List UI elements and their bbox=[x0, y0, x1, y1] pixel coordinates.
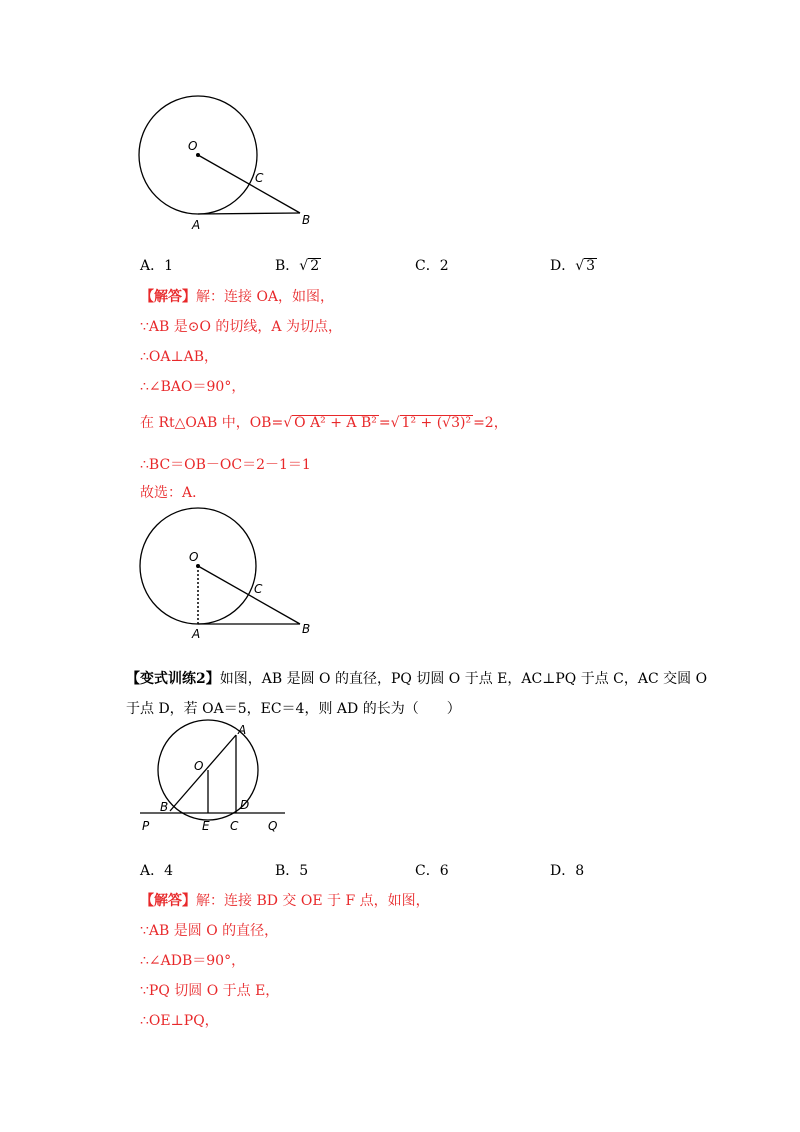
solution1-line6: ∴BC＝OB－OC＝2－1＝1 bbox=[140, 457, 311, 473]
label-b: B bbox=[302, 213, 311, 227]
solution1-line4: ∴∠BAO＝90°， bbox=[140, 379, 246, 395]
problem2-line1: 【变式训练2】如图，AB 是圆 O 的直径，PQ 切圆 O 于点 E，AC⊥PQ 于点 C，AC 交圆 O bbox=[126, 671, 708, 687]
option-a: A．4 bbox=[140, 863, 174, 879]
solution2-line4: ∵PQ 切圆 O 于点 E， bbox=[140, 983, 280, 999]
solution1-line7: 故选：A． bbox=[140, 485, 207, 501]
label-a: A bbox=[238, 723, 247, 737]
option-d: D．√ 3 bbox=[550, 258, 596, 274]
figure-circle-diameter bbox=[130, 715, 300, 840]
label-o: O bbox=[188, 139, 198, 153]
option-a: A．1 bbox=[140, 258, 174, 274]
figure-circle-tangent-2 bbox=[130, 500, 330, 645]
label-q: Q bbox=[268, 819, 278, 833]
solution2-line1: 【解答】解：连接 BD 交 OE 于 F 点，如图， bbox=[140, 893, 430, 909]
solution2-line2: ∵AB 是圆 O 的直径， bbox=[140, 923, 279, 939]
option-d: D．8 bbox=[550, 863, 585, 879]
solution1-line3: ∴OA⊥AB， bbox=[140, 349, 219, 365]
label-b: B bbox=[160, 800, 169, 814]
label-p: P bbox=[142, 819, 150, 833]
label-o: O bbox=[189, 550, 199, 564]
problem2-line2: 于点 D，若 OA＝5，EC＝4，则 AD 的长为（ ） bbox=[126, 701, 461, 717]
option-b: B．5 bbox=[275, 863, 309, 879]
option-c: C．2 bbox=[415, 258, 449, 274]
label-c: C bbox=[255, 171, 264, 185]
solution2-line3: ∴∠ADB＝90°， bbox=[140, 953, 246, 969]
label-c: C bbox=[230, 819, 239, 833]
label-o: O bbox=[194, 759, 204, 773]
solution1-line2: ∵AB 是⊙O 的切线，A 为切点， bbox=[140, 319, 342, 335]
label-e: E bbox=[202, 819, 210, 833]
solution1-line5: 在 Rt△OAB 中，OB=√ O A² + A B² =√ 1² + (√3)² =2， bbox=[140, 415, 508, 431]
option-c: C．6 bbox=[415, 863, 449, 879]
label-a: A bbox=[192, 627, 201, 641]
solution2-line5: ∴OE⊥PQ， bbox=[140, 1013, 219, 1029]
label-d: D bbox=[240, 798, 250, 812]
label-c: C bbox=[254, 582, 263, 596]
label-a: A bbox=[192, 218, 201, 232]
solution1-line1: 【解答】解：连接 OA，如图， bbox=[140, 289, 335, 305]
label-b: B bbox=[302, 622, 311, 636]
option-b: B．√ 2 bbox=[275, 258, 320, 274]
figure-circle-tangent-1 bbox=[130, 90, 330, 240]
